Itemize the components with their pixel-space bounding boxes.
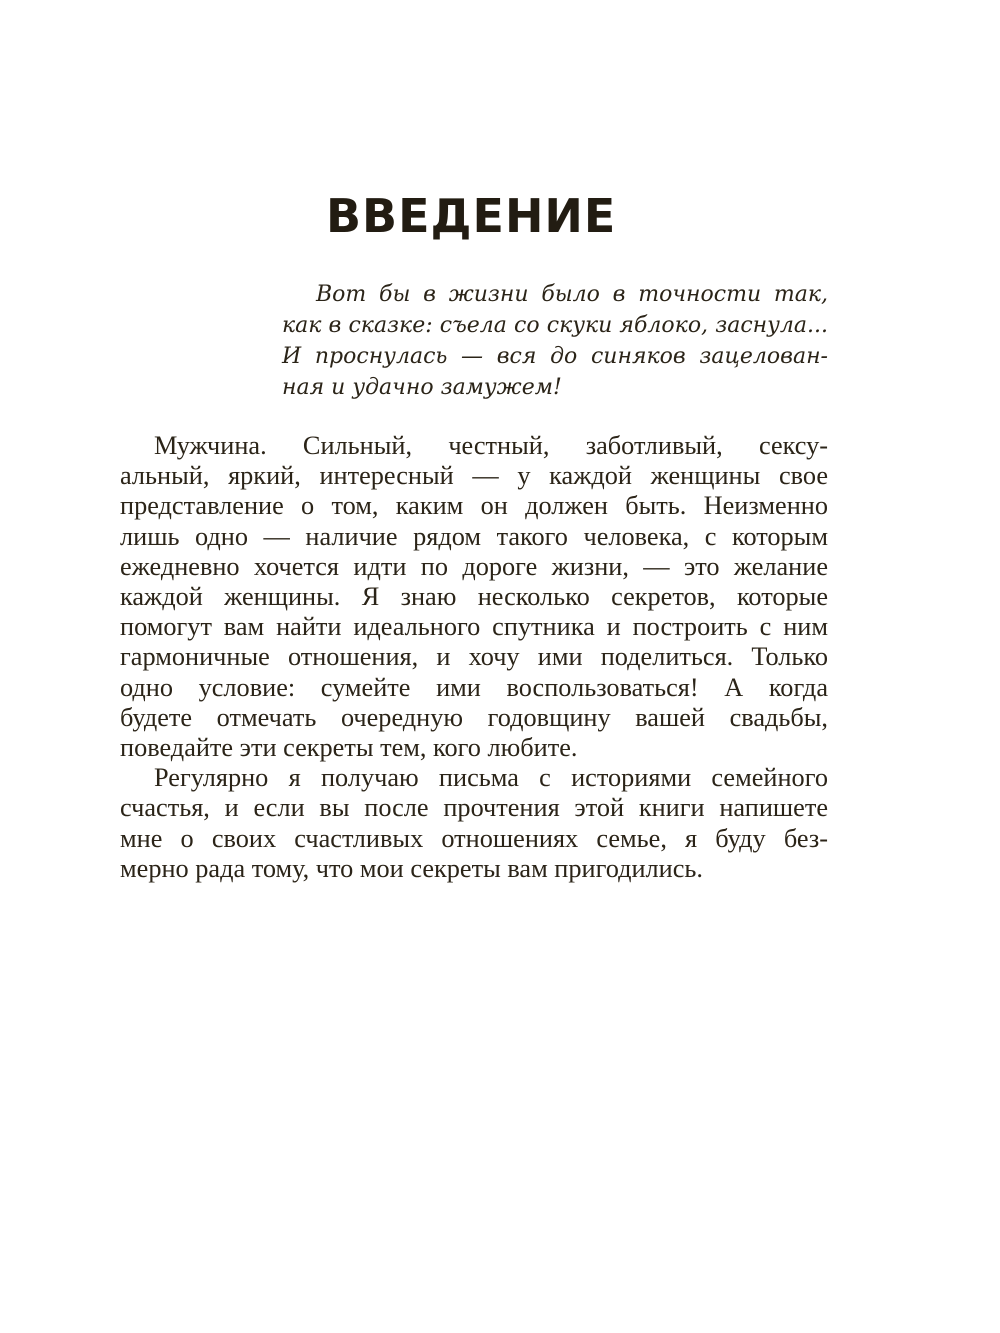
text-line: Мужчина. Сильный, честный, заботливый, сексу-: [154, 431, 828, 460]
paragraph-2: [120, 763, 828, 884]
text-line: гармоничные отношения, и хочу ими поделиться. Только: [120, 642, 828, 672]
text-line: поведайте эти секреты тем, кого любите.: [120, 733, 578, 763]
epigraph-line: ная и удачно замужем!: [282, 375, 562, 400]
text-line: лишь одно — наличие рядом такого человека, с которым: [120, 521, 828, 551]
text-line: будете отмечать очередную годовщину вашей свадьбы,: [120, 702, 828, 732]
text-line: счастья, и если вы после прочтения этой книги напишете: [120, 793, 828, 823]
epigraph: [282, 279, 828, 403]
epigraph-line: И проснулась — вся до синяков зацелован-: [282, 344, 828, 369]
text-line: представление о том, каким он должен быть. Неизменно: [120, 491, 828, 521]
text-line: альный, яркий, интересный — у каждой женщины свое: [120, 461, 828, 491]
text-line: одно условие: сумейте ими воспользоваться! А когда: [120, 672, 828, 702]
text-line: Регулярно я получаю письма с историями семейного: [154, 763, 828, 793]
text-line: мерно рада тому, что мои секреты вам пригодились.: [120, 853, 703, 883]
text-line: помогут вам найти идеального спутника и построить с ним: [120, 612, 828, 642]
text-line: ежедневно хочется идти по дороге жизни, — это желание: [120, 551, 828, 581]
epigraph-line: как в сказке: съела со скуки яблоко, заснула...: [282, 313, 828, 338]
text-line: мне о своих счастливых отношениях семье, я буду без-: [120, 823, 828, 853]
paragraph-1: [120, 431, 828, 763]
text-line: каждой женщины. Я знаю несколько секретов, которые: [120, 582, 828, 612]
chapter-title: ВВЕДЕНИЕ: [326, 189, 617, 243]
body-text: [120, 431, 828, 884]
epigraph-line: Вот бы в жизни было в точности так,: [316, 282, 828, 307]
